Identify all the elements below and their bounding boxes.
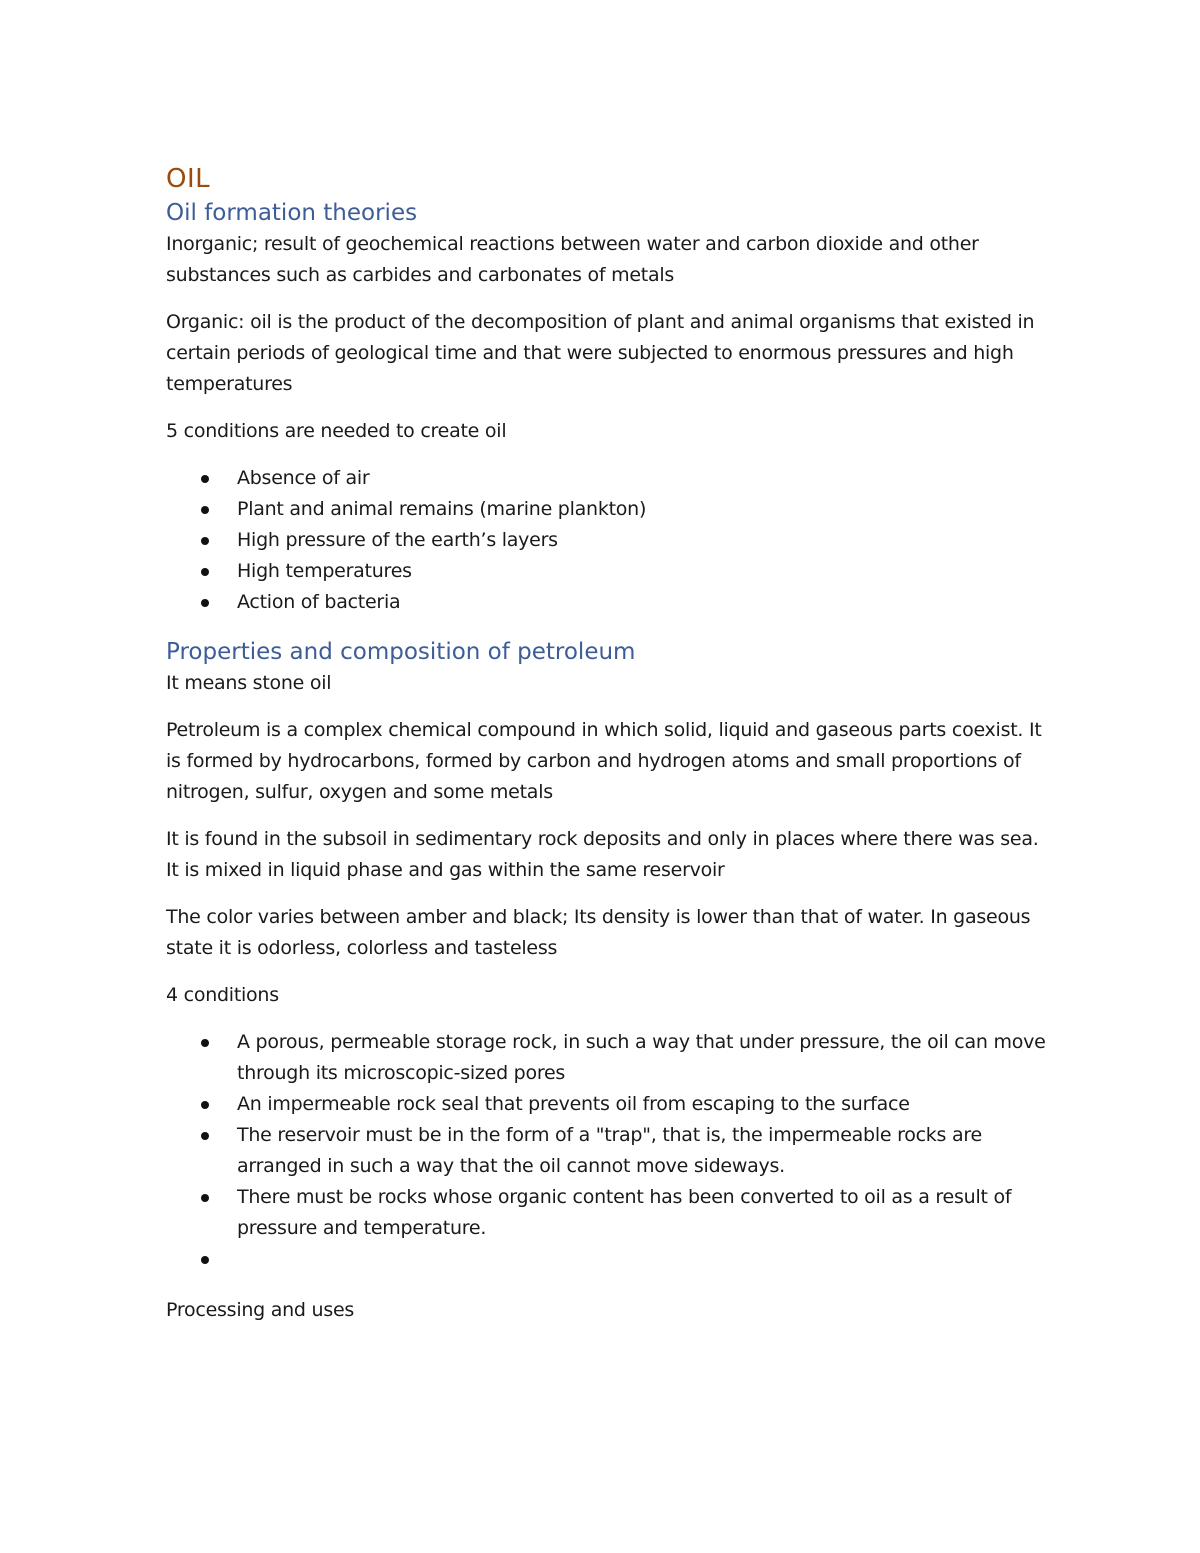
- section-heading-properties: Properties and composition of petroleum: [166, 639, 636, 665]
- list-item: [166, 1027, 1046, 1089]
- bullet-icon: [201, 506, 209, 514]
- bullet-icon: [201, 568, 209, 576]
- list-item: [166, 556, 1046, 587]
- bullet-icon: [201, 537, 209, 545]
- list-item-text: Absence of air: [237, 467, 370, 489]
- paragraph-location: It is found in the subsoil in sedimentary rock deposits and only in places where there was sea. It is mixed in liquid phase and gas within the same reservoir: [166, 828, 1039, 881]
- list-item: [166, 587, 1046, 618]
- list-item: [166, 525, 1046, 556]
- bullet-icon: [201, 475, 209, 483]
- paragraph-inorganic: Inorganic; result of geochemical reactions between water and carbon dioxide and other substances such as carbides and carbonates of metals: [166, 233, 979, 286]
- bullet-icon: [201, 1256, 209, 1264]
- list-item: [166, 1182, 1046, 1244]
- paragraph-conditions-intro: 5 conditions are needed to create oil: [166, 420, 507, 442]
- bullet-icon: [201, 1194, 209, 1202]
- bullet-icon: [201, 599, 209, 607]
- list-item: [166, 494, 1046, 525]
- list-item-text: A porous, permeable storage rock, in such a way that under pressure, the oil can move through its microscopic-sized pores: [237, 1031, 1046, 1084]
- paragraph-four-conditions: 4 conditions: [166, 984, 279, 1006]
- paragraph-stone-oil: It means stone oil: [166, 672, 332, 694]
- bullet-list-four-conditions: [166, 1027, 1046, 1275]
- paragraph-composition: Petroleum is a complex chemical compound in which solid, liquid and gaseous parts coexist. It is formed by hydrocarbons, formed by carbon and hydrogen atoms and small proportions of nitrogen, sulfur, oxygen and some metals: [166, 719, 1042, 803]
- list-item-text: Action of bacteria: [237, 591, 401, 613]
- list-item-text: An impermeable rock seal that prevents oil from escaping to the surface: [237, 1093, 910, 1115]
- list-item-text: There must be rocks whose organic content has been converted to oil as a result of pressure and temperature.: [237, 1186, 1012, 1239]
- document-title: OIL: [166, 164, 211, 194]
- list-item: [166, 1244, 1046, 1275]
- document-body: [166, 161, 1046, 1326]
- list-item-text: The reservoir must be in the form of a "trap", that is, the impermeable rocks are arranged in such a way that the oil cannot move sideways.: [237, 1124, 982, 1177]
- bullet-icon: [201, 1132, 209, 1140]
- bullet-list-conditions: [166, 463, 1046, 618]
- list-item: [166, 463, 1046, 494]
- list-item: [166, 1089, 1046, 1120]
- list-item-text: Plant and animal remains (marine plankton): [237, 498, 647, 520]
- list-item-text: High temperatures: [237, 560, 412, 582]
- paragraph-processing-uses: Processing and uses: [166, 1299, 355, 1321]
- list-item: [166, 1120, 1046, 1182]
- section-heading-formation: Oil formation theories: [166, 200, 418, 226]
- bullet-icon: [201, 1039, 209, 1047]
- list-item-text: High pressure of the earth’s layers: [237, 529, 558, 551]
- paragraph-color-density: The color varies between amber and black; Its density is lower than that of water. In gaseous state it is odorless, colorless and tasteless: [166, 906, 1031, 959]
- bullet-icon: [201, 1101, 209, 1109]
- paragraph-organic: Organic: oil is the product of the decomposition of plant and animal organisms that existed in certain periods of geological time and that were subjected to enormous pressures and high temperatures: [166, 311, 1035, 395]
